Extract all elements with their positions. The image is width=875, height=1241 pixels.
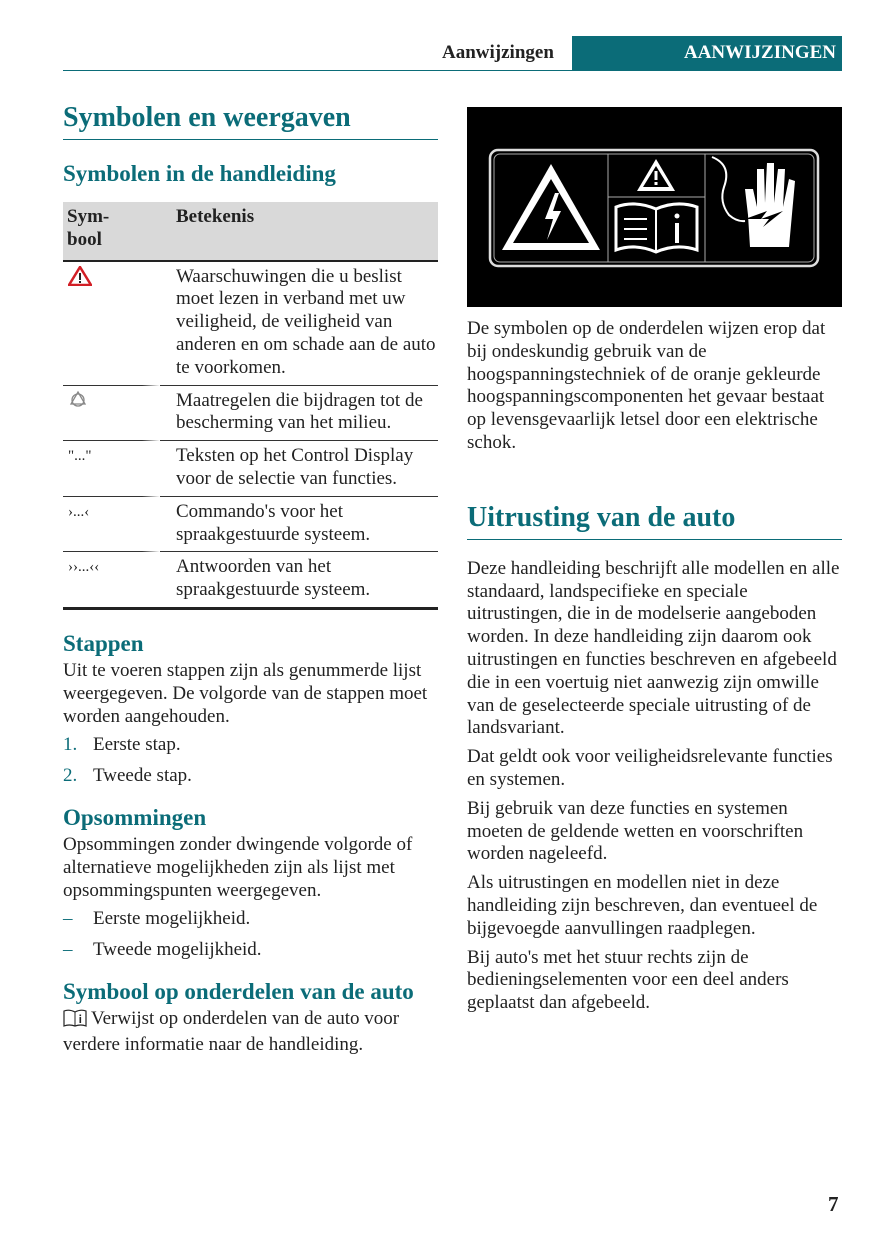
bullet: – <box>63 939 73 961</box>
equipment-section-title: Uitrusting van de auto <box>467 501 842 540</box>
paragraph: Deze handleiding beschrijft alle modellen en alle standaard, landspecifieke en speciale uitrustingen, die in de modelserie aangeboden worden. In deze handleiding zijn daarom ook uitrustingen en functies beschreven en afgebeeld die in een voertuig niet aanwezig zijn omwille van de geselecteerde speciale uitrusting of de landsvariant. <box>467 557 840 739</box>
table-cell-meaning: Antwoorden van het spraakgestuurde systeem. <box>160 552 438 610</box>
list-item <box>63 939 438 962</box>
section-title: Symbolen en weergaven <box>63 101 438 140</box>
parts-text <box>63 1008 438 1057</box>
lists-title: Opsommingen <box>63 804 207 830</box>
column-header-symbol: Sym- bool <box>63 202 160 262</box>
table-row <box>63 262 438 386</box>
paragraph: Dat geldt ook voor veiligheidsrelevante functies en systemen. <box>467 746 833 790</box>
column-header-meaning: Betekenis <box>160 202 438 262</box>
header-rule <box>63 70 842 71</box>
command-symbol: ›...‹ <box>63 497 160 553</box>
table-cell-meaning: Teksten op het Control Display voor de selectie van functies. <box>160 441 438 497</box>
subsection-title: Symbolen in de handleiding <box>63 161 336 186</box>
page-number: 7 <box>828 1192 839 1216</box>
manual-info-icon <box>63 1009 87 1034</box>
list-item <box>63 908 438 931</box>
table-cell-meaning: Commando's voor het spraakgestuurde systeem. <box>160 497 438 553</box>
list-text: Eerste stap. <box>93 734 181 756</box>
table-row <box>63 441 438 497</box>
table-row <box>63 552 438 610</box>
recycle-icon <box>63 386 160 442</box>
table-row <box>63 386 438 442</box>
right-column <box>467 318 842 1021</box>
list-item <box>63 734 438 757</box>
left-column <box>63 101 438 1063</box>
list-item <box>63 765 438 788</box>
list-number: 1. <box>63 734 78 756</box>
warning-triangle-icon <box>63 262 160 386</box>
parts-text-body: Verwijst op onderdelen van de auto voor verdere informatie naar de handleiding. <box>63 1007 400 1055</box>
paragraph: Als uitrustingen en modellen niet in deze handleiding zijn beschreven, dan eventueel de bijgevoegde aanvullingen raadplegen. <box>467 872 818 939</box>
paragraph: Bij auto's met het stuur rechts zijn de bedieningselementen voor een deel anders geplaatst dan afgebeeld. <box>467 946 789 1014</box>
table-cell-meaning: Maatregelen die bijdragen tot de bescherming van het milieu. <box>160 386 438 442</box>
symbols-table <box>63 202 438 610</box>
table-header-row <box>63 202 438 262</box>
lists-text: Opsommingen zonder dwingende volgorde of alternatieve mogelijkheden zijn als lijst met opsommingspunten weergegeven. <box>63 833 413 901</box>
list-number: 2. <box>63 765 78 787</box>
bullet: – <box>63 908 73 930</box>
steps-text: Uit te voeren stappen zijn als genummerde lijst weergegeven. De volgorde van de stappen moet worden aangehouden. <box>63 659 428 727</box>
header-section-title: Aanwijzingen <box>442 42 554 63</box>
bullet-list <box>63 908 438 962</box>
steps-title: Stappen <box>63 630 144 656</box>
steps-list <box>63 734 438 788</box>
image-caption: De symbolen op de onderdelen wijzen erop dat bij ondeskundig gebruik van de hoogspanningstechniek of de oranje gekleurde hoogspanningscomponenten het gevaar bestaat op levensgevaarlijk letsel door een elektrische schok. <box>467 318 826 453</box>
parts-title: Symbool op onderdelen van de auto <box>63 978 414 1004</box>
list-text: Tweede mogelijkheid. <box>93 939 262 961</box>
list-text: Tweede stap. <box>93 765 192 787</box>
quote-symbol: "..." <box>63 441 160 497</box>
answer-symbol: ››...‹‹ <box>63 552 160 610</box>
header-chapter-bar: AANWIJZINGEN <box>572 36 842 70</box>
table-row <box>63 497 438 553</box>
high-voltage-warning-label-image <box>467 107 842 307</box>
table-cell-meaning: Waarschuwingen die u beslist moet lezen in verband met uw veiligheid, de veiligheid van anderen en om schade aan de auto te voorkomen. <box>160 262 438 386</box>
list-text: Eerste mogelijkheid. <box>93 908 251 930</box>
paragraph: Bij gebruik van deze functies en systemen moeten de geldende wetten en voorschriften worden nageleefd. <box>467 797 804 865</box>
